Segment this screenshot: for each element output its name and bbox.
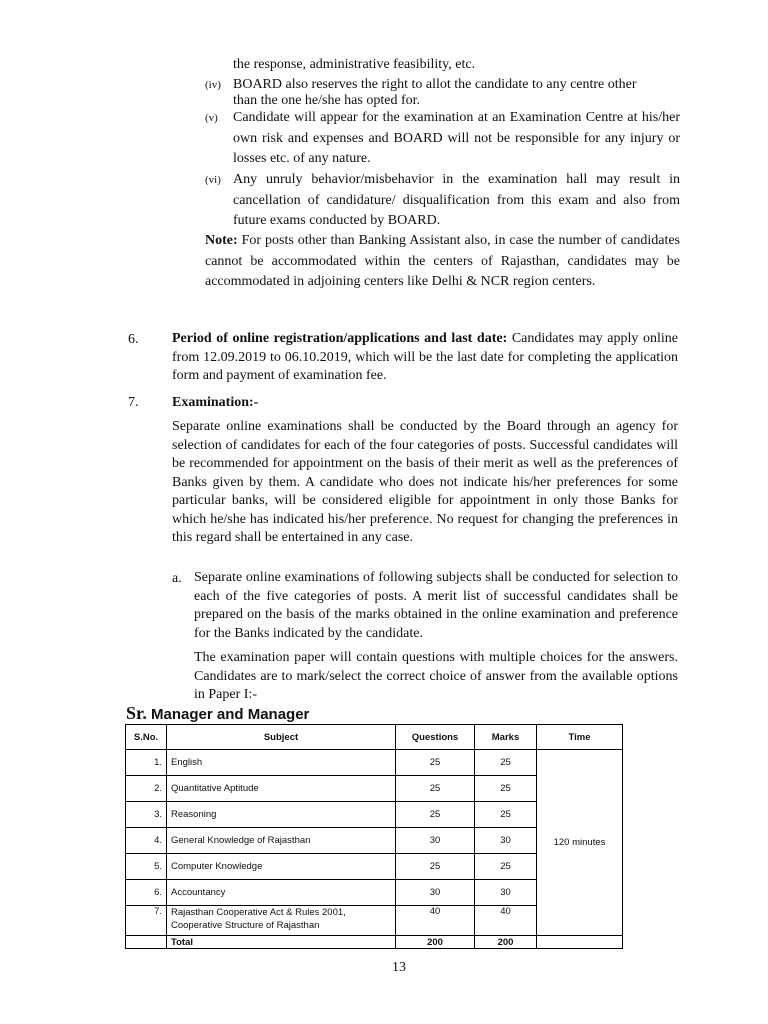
- cell-subject: [167, 906, 396, 936]
- cell-total-questions: 200: [396, 936, 475, 949]
- cell-sno: 4.: [126, 828, 167, 854]
- section-6-number: 6.: [128, 332, 139, 347]
- cell-subject: Accountancy: [167, 880, 396, 906]
- cell-time: 120 minutes: [537, 750, 623, 936]
- list-item-text: Any unruly behavior/misbehavior in the examination hall may result in cancellation of candidature/ disqualification from this exam and also from future exams conducted by BOARD.: [233, 172, 680, 228]
- cell-marks: 25: [475, 854, 537, 880]
- table-header-row: [126, 725, 623, 750]
- list-item-line: than the one he/she has opted for.: [233, 93, 421, 108]
- cell-marks: 40: [475, 906, 537, 936]
- cell-marks: 30: [475, 880, 537, 906]
- table-heading-text: Manager and Manager: [146, 706, 310, 723]
- header-marks: Marks: [475, 725, 537, 750]
- table-heading: [126, 703, 309, 724]
- list-item-line: BOARD also reserves the right to allot the candidate to any centre other: [233, 77, 637, 92]
- table-total-row: [126, 936, 623, 949]
- list-numeral: (iv): [205, 79, 221, 91]
- cell-sno: 1.: [126, 750, 167, 776]
- sub-item-a-text: Separate online examinations of following subjects shall be conducted for selection to each of the five categories of posts. A merit list of successful candidates shall be prepared on the basis of the marks obtained in the online examination and preference for the Banks indicated by the candidate.: [194, 570, 678, 641]
- sub-item-a-paragraph-2: The examination paper will contain questions with multiple choices for the answers. Candidates are to mark/select the correct choice of answer from the available options in Paper I:-: [194, 650, 678, 702]
- cell-marks: 30: [475, 828, 537, 854]
- cell-subject: Computer Knowledge: [167, 854, 396, 880]
- cell-questions: 40: [396, 906, 475, 936]
- cell-subject: Quantitative Aptitude: [167, 776, 396, 802]
- cell-sno: 3.: [126, 802, 167, 828]
- cell-marks: 25: [475, 802, 537, 828]
- cell-marks: 25: [475, 750, 537, 776]
- cell-total-marks: 200: [475, 936, 537, 949]
- cell-sno: [126, 936, 167, 949]
- cell-subject-line: Cooperative Structure of Rajasthan: [171, 920, 320, 931]
- cell-questions: 25: [396, 750, 475, 776]
- list-numeral: (v): [205, 112, 218, 124]
- note-paragraph: [205, 231, 680, 293]
- exam-table: [125, 724, 623, 949]
- page-number: 13: [392, 960, 406, 975]
- header-sno: S.No.: [126, 725, 167, 750]
- cell-subject-line: Rajasthan Cooperative Act & Rules 2001,: [171, 907, 346, 918]
- cell-sno: 2.: [126, 776, 167, 802]
- cell-sno: 7.: [126, 906, 167, 936]
- cell-questions: 25: [396, 802, 475, 828]
- section-7-number: 7.: [128, 395, 139, 410]
- cell-subject: English: [167, 750, 396, 776]
- cell-subject: General Knowledge of Rajasthan: [167, 828, 396, 854]
- cell-total-time: [537, 936, 623, 949]
- section-7-title: Examination:-: [172, 395, 259, 410]
- section-6-title: Period of online registration/applications and last date:: [172, 331, 508, 346]
- note-label: Note:: [205, 233, 238, 248]
- cell-questions: 25: [396, 776, 475, 802]
- cell-sno: 5.: [126, 854, 167, 880]
- cell-questions: 25: [396, 854, 475, 880]
- cell-questions: 30: [396, 880, 475, 906]
- section-7-paragraph: Separate online examinations shall be conducted by the Board through an agency for selection of candidates for each of the four categories of posts. Successful candidates will be recommended for appointment on the basis of their merit as well as the preferences of Banks given by them. A candidate who does not indicate his/her preferences for some particular banks, will be considered eligible for appointment in only those Banks for which he/she has indicated his/her preference. No request for changing the preferences in this regard shall be entertained in any case.: [172, 419, 678, 545]
- sub-item-a-label: a.: [172, 571, 182, 586]
- note-text: For posts other than Banking Assistant also, in case the number of candidates cannot be accommodated within the centers of Rajasthan, candidates may be accommodated in adjoining centers like Delhi & NCR region centers.: [205, 233, 680, 289]
- cell-total-label: Total: [167, 936, 396, 949]
- cell-questions: 30: [396, 828, 475, 854]
- header-questions: Questions: [396, 725, 475, 750]
- continuation-line: the response, administrative feasibility, etc.: [233, 57, 476, 72]
- section-6-paragraph: [172, 330, 678, 386]
- cell-subject: Reasoning: [167, 802, 396, 828]
- list-numeral: (vi): [205, 174, 221, 186]
- header-time: Time: [537, 725, 623, 750]
- section-6-text: Candidates may apply online from 12.09.2019 to 06.10.2019, which will be the last date for completing the application form and payment of examination fee.: [172, 331, 678, 383]
- header-subject: Subject: [167, 725, 396, 750]
- cell-marks: 25: [475, 776, 537, 802]
- table-row: [126, 750, 623, 776]
- list-item-text: Candidate will appear for the examination at an Examination Centre at his/her own risk and expenses and BOARD will not be responsible for any injury or losses etc. of any nature.: [233, 110, 680, 166]
- cell-sno: 6.: [126, 880, 167, 906]
- table-heading-prefix: Sr.: [126, 703, 147, 723]
